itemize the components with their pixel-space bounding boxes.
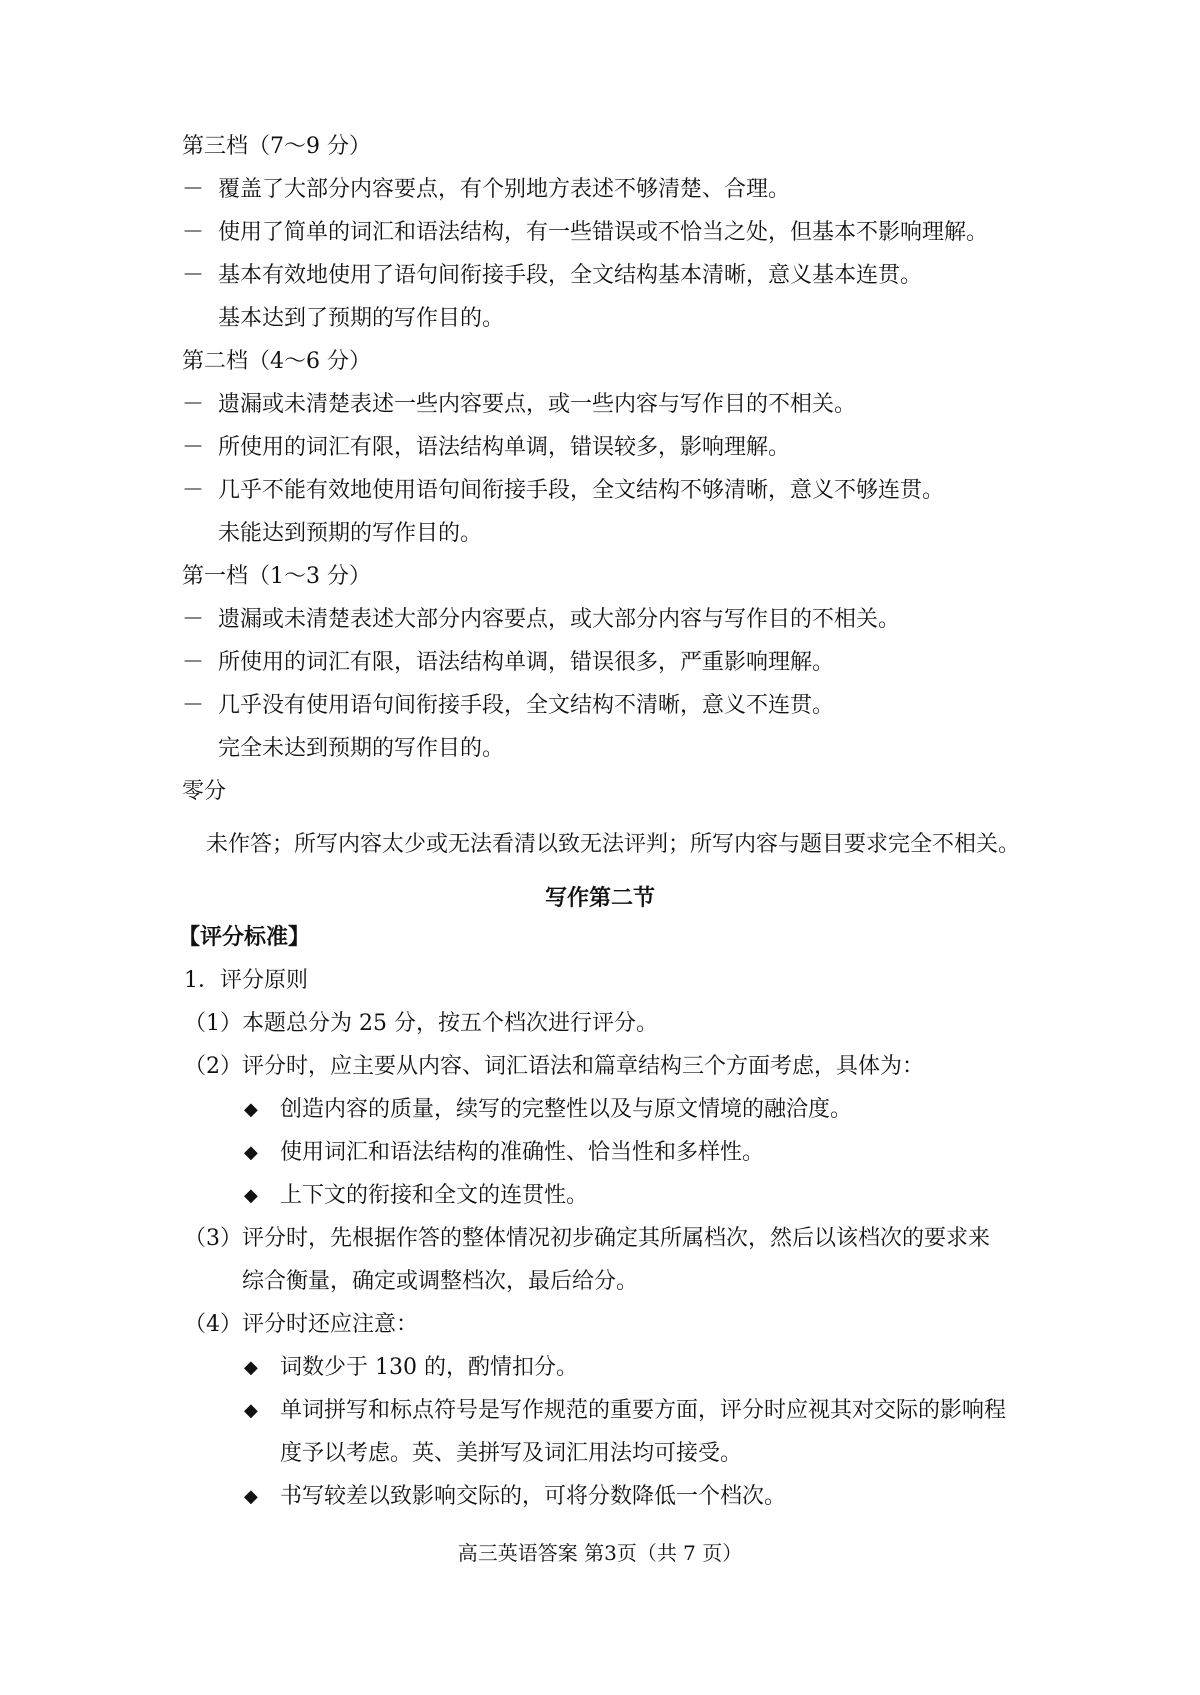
- principle-item-continued: 综合衡量，确定或调整档次，最后给分。: [242, 1269, 639, 1294]
- bullet-text: 单词拼写和标点符号是写作规范的重要方面，评分时应视其对交际的影响程: [280, 1398, 1007, 1423]
- standard-title: 【评分标准】: [178, 925, 311, 950]
- criterion-text: 覆盖了大部分内容要点，有个别地方表述不够清楚、合理。: [218, 177, 791, 202]
- bullet-text: 创造内容的质量，续写的完整性以及与原文情境的融洽度。: [280, 1097, 853, 1122]
- principle-item: （3）评分时，先根据作答的整体情况初步确定其所属档次，然后以该档次的要求来: [184, 1226, 990, 1251]
- dash-icon: －: [182, 177, 205, 202]
- dash-icon: －: [182, 392, 205, 417]
- criterion-text: 所使用的词汇有限，语法结构单调，错误较多，影响理解。: [218, 435, 791, 460]
- bullet-text: 词数少于 130 的，酌情扣分。: [280, 1355, 578, 1380]
- tier-conclusion: 基本达到了预期的写作目的。: [218, 306, 505, 331]
- criterion-text: 基本有效地使用了语句间衔接手段，全文结构基本清晰，意义基本连贯。: [218, 263, 923, 288]
- tier-heading: 第二档（4～6 分）: [182, 349, 371, 374]
- diamond-bullet-icon: ◆: [244, 1099, 258, 1120]
- dash-icon: －: [182, 263, 205, 288]
- tier-heading: 第三档（7～9 分）: [182, 134, 371, 159]
- diamond-bullet-icon: ◆: [244, 1357, 258, 1378]
- diamond-bullet-icon: ◆: [244, 1486, 258, 1507]
- bullet-text-continued: 度予以考虑。英、美拼写及词汇用法均可接受。: [280, 1441, 743, 1466]
- diamond-bullet-icon: ◆: [244, 1142, 258, 1163]
- criterion-text: 遗漏或未清楚表述一些内容要点，或一些内容与写作目的不相关。: [218, 392, 857, 417]
- dash-icon: －: [182, 478, 205, 503]
- page-footer: 高三英语答案 第3页（共 7 页）: [457, 1541, 743, 1565]
- criterion-text: 几乎没有使用语句间衔接手段，全文结构不清晰，意义不连贯。: [218, 693, 835, 718]
- dash-icon: －: [182, 650, 205, 675]
- section-title: 写作第二节: [544, 886, 655, 911]
- tier-conclusion: 未能达到预期的写作目的。: [218, 521, 483, 546]
- dash-icon: －: [182, 435, 205, 460]
- zero-description: 未作答；所写内容太少或无法看清以致无法评判；所写内容与题目要求完全不相关。: [206, 832, 1021, 857]
- criterion-text: 使用了简单的词汇和语法结构，有一些错误或不恰当之处，但基本不影响理解。: [218, 220, 989, 245]
- dash-icon: －: [182, 693, 205, 718]
- criterion-text: 遗漏或未清楚表述大部分内容要点，或大部分内容与写作目的不相关。: [218, 607, 901, 632]
- criterion-text: 几乎不能有效地使用语句间衔接手段，全文结构不够清晰，意义不够连贯。: [218, 478, 945, 503]
- dash-icon: －: [182, 607, 205, 632]
- tier-heading: 零分: [182, 779, 227, 804]
- tier-conclusion: 完全未达到预期的写作目的。: [218, 736, 505, 761]
- bullet-text: 书写较差以致影响交际的，可将分数降低一个档次。: [280, 1484, 787, 1509]
- tier-heading: 第一档（1～3 分）: [182, 564, 371, 589]
- principle-item: （1）本题总分为 25 分，按五个档次进行评分。: [184, 1011, 658, 1036]
- criterion-text: 所使用的词汇有限，语法结构单调，错误很多，严重影响理解。: [218, 650, 835, 675]
- bullet-text: 上下文的衔接和全文的连贯性。: [280, 1183, 589, 1208]
- diamond-bullet-icon: ◆: [244, 1185, 258, 1206]
- principle-title: 1．评分原则: [184, 968, 308, 993]
- diamond-bullet-icon: ◆: [244, 1400, 258, 1421]
- principle-item: （4）评分时还应注意：: [184, 1312, 418, 1337]
- principle-item: （2）评分时，应主要从内容、词汇语法和篇章结构三个方面考虑，具体为：: [184, 1054, 924, 1079]
- bullet-text: 使用词汇和语法结构的准确性、恰当性和多样性。: [280, 1140, 765, 1165]
- dash-icon: －: [182, 220, 205, 245]
